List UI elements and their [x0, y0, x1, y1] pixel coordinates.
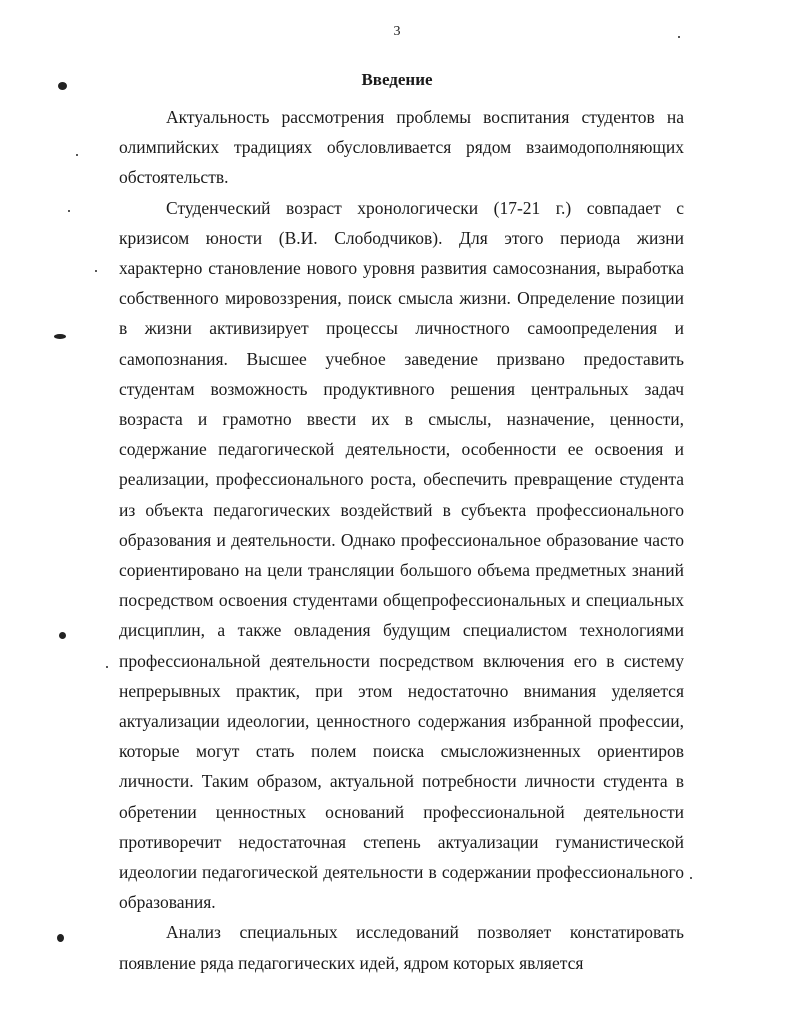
scan-mark — [54, 334, 66, 339]
scan-dot — [690, 877, 692, 879]
scan-mark — [58, 82, 67, 90]
paragraph-2: Студенческий возраст хронологически (17-21 г.) совпадает с кризисом юности (В.И. Слободчиков). Для этого периода жизни характерно становление нового уровня развития самосознания, выработка собственного мировоззрения, поиск смысла жизни. Определение позиции в жизни активизирует процессы личностного самоопределения и самопознания. Высшее учебное заведение призвано предоставить студентам возможность продуктивного решения центральных задач возраста и грамотно ввести их в смыслы, назначение, ценности, содержание педагогической деятельности, особенности ее освоения и реализации, профессионального роста, обеспечить превращение студента из объекта педагогических воздействий в субъекта профессионального образования и деятельности. Однако профессиональное образование часто сориентировано на цели трансляции большого объема предметных знаний посредством освоения студентами общепрофессиональных и специальных дисциплин, а также овладения будущим специалистом технологиями профессиональной деятельности посредством включения его в систему непрерывных практик, при этом недостаточно внимания уделяется актуализации идеологии, ценностного содержания избранной профессии, которые могут стать полем поиска смысложизненных ориентиров личности. Таким образом, актуальной потребности личности студента в обретении ценностных оснований профессиональной деятельности противоречит недостаточная степень актуализации гуманистической идеологии педагогической деятельности в содержании профессионального образования. — [119, 197, 684, 913]
scan-dot — [106, 666, 108, 668]
paragraph-3: Анализ специальных исследований позволяет констатировать появление ряда педагогических идей, ядром которых является — [119, 922, 684, 973]
paragraph-1: Актуальность рассмотрения проблемы воспитания студентов на олимпийских традициях обусловливается рядом взаимодополняющих обстоятельств. — [119, 107, 684, 188]
scan-dot — [68, 210, 70, 212]
scan-dot — [95, 270, 97, 272]
scan-dot — [678, 36, 680, 38]
body-text — [119, 102, 684, 978]
section-title: Введение — [361, 70, 433, 89]
scan-mark — [57, 934, 64, 942]
page-number: 3 — [393, 24, 401, 39]
scan-dot — [76, 154, 78, 156]
scan-mark — [59, 632, 66, 639]
